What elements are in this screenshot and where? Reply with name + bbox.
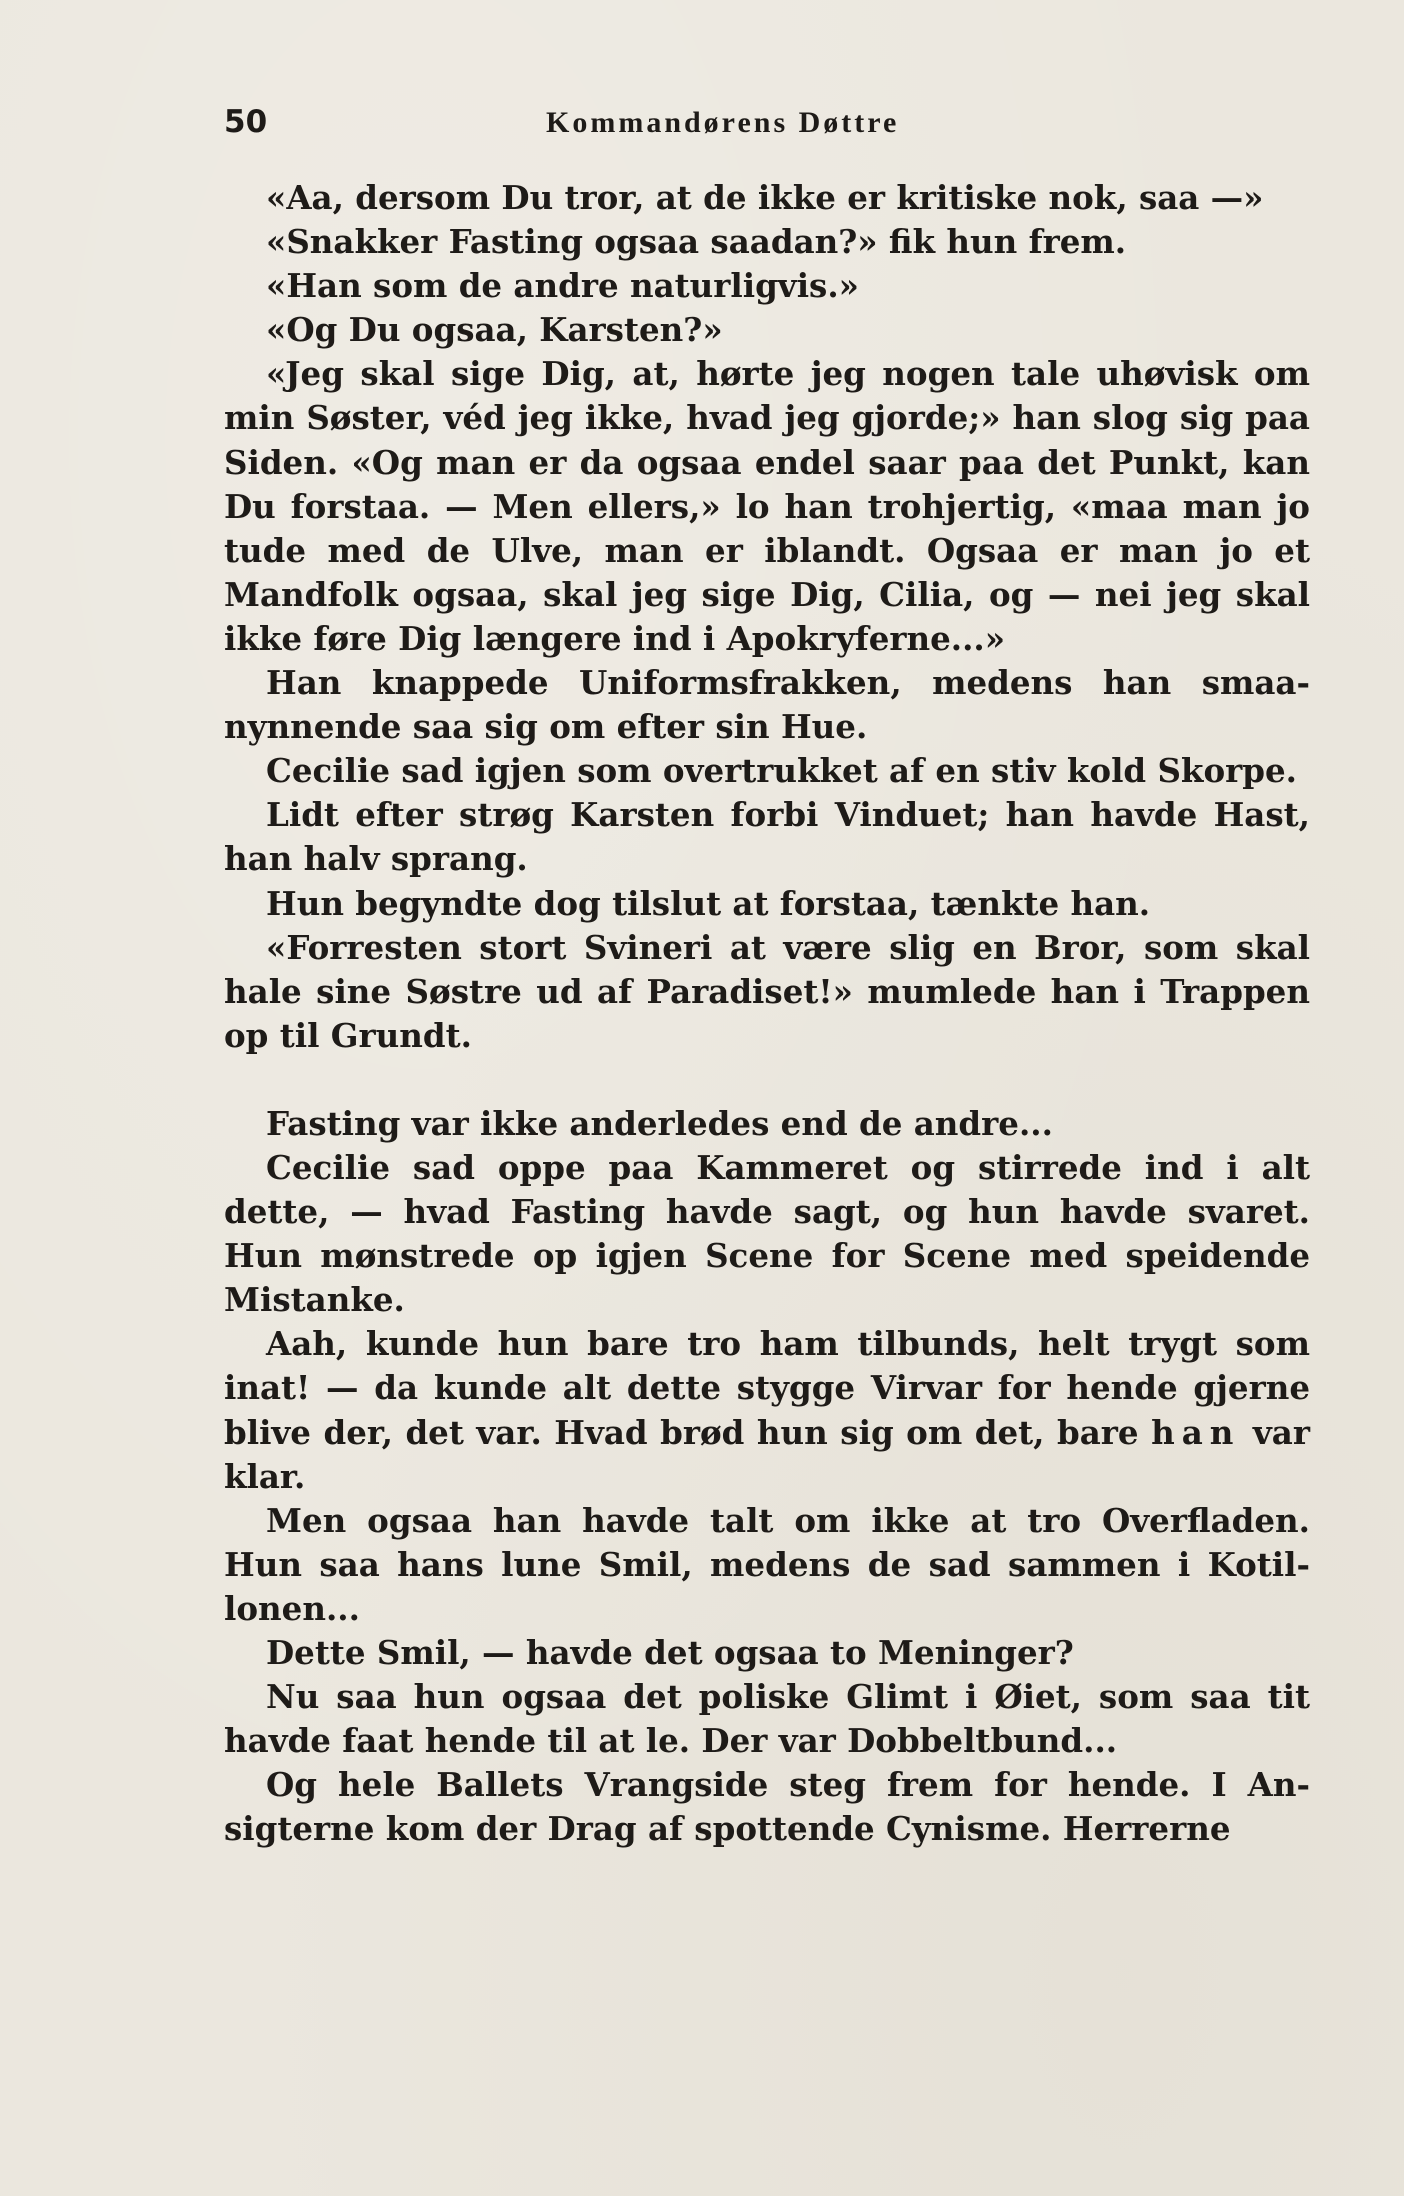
paragraph-text: Aah, kunde hun bare tro ham tilbunds, helt trygt som inat! — da kunde alt dette stygge Virvar for hende gjerne blive der, det var. Hvad brød hun sig om det, bare — [224, 1324, 1310, 1452]
body-text — [224, 176, 1310, 1851]
paragraph: Og hele Ballets Vrangside steg frem for hende. I Ansigterne kom der Drag af spottende Cynisme. Herrerne — [224, 1765, 1310, 1849]
paragraph — [224, 1322, 1310, 1498]
paragraph: Lidt efter strøg Karsten forbi Vinduet; han havde Hast, han halv sprang. — [224, 795, 1310, 879]
paragraph: Cecilie sad igjen som overtrukket af en stiv kold Skorpe. — [266, 751, 1297, 791]
paragraph: Nu saa hun ogsaa det poliske Glimt i Øiet, som saa tit havde faat hende til at le. Der var Dobbeltbund... — [224, 1677, 1310, 1761]
page-header — [224, 104, 1314, 152]
paragraph: Dette Smil, — havde det ogsaa to Meninger? — [266, 1633, 1074, 1672]
paragraph: «Aa, dersom Du tror, at de ikke er kritiske nok, saa —» — [266, 178, 1264, 217]
section-break — [224, 1058, 1310, 1102]
paragraph: «Og Du ogsaa, Karsten?» — [266, 310, 723, 350]
paragraph: Fasting var ikke anderledes end de andre... — [266, 1103, 1053, 1143]
paragraph: «Forresten stort Svineri at være slig en Bror, som skal hale sine Søstre ud af Paradiset!» mumlede han i Trappen op til Grundt. — [224, 927, 1310, 1055]
paragraph: Cecilie sad oppe paa Kammeret og stirrede ind i alt dette, — hvad Fasting havde sagt, og hun havde svaret. Hun mønstrede op igjen Scene for Scene med speidende Mistanke. — [224, 1147, 1310, 1320]
paragraph: «Han som de andre naturligvis.» — [266, 266, 859, 306]
paragraph: Men ogsaa han havde talt om ikke at tro Overfladen. Hun saa hans lune Smil, medens de sad sammen i Kotillonen... — [224, 1500, 1310, 1628]
paragraph-text: var klar. — [224, 1412, 1310, 1496]
paragraph: «Jeg skal sige Dig, at, hørte jeg nogen tale uhøvisk om min Søster, véd jeg ikke, hvad jeg gjorde;» han slog sig paa Siden. «Og man er da ogsaa endel saar paa det Punkt, kan Du forstaa. — Men ellers,» lo han trohjertig, «maa man jo tude med de Ulve, man er iblandt. Ogsaa er man jo et Mandfolk ogsaa, skal jeg sige Dig, Cilia, og — nei jeg skal ikke føre Dig længere ind i Apokryferne...» — [224, 354, 1310, 658]
page-number: 50 — [224, 104, 268, 140]
paragraph: Han knappede Uniformsfrakken, medens han smaanynnende saa sig om efter sin Hue. — [224, 663, 1310, 747]
emphasized-word: han — [1151, 1412, 1241, 1452]
running-title: Kommandørens Døttre — [546, 106, 900, 139]
paragraph: Hun begyndte dog tilslut at forstaa, tænkte han. — [266, 883, 1151, 923]
paragraph: «Snakker Fasting ogsaa saadan?» fik hun frem. — [266, 222, 1127, 262]
